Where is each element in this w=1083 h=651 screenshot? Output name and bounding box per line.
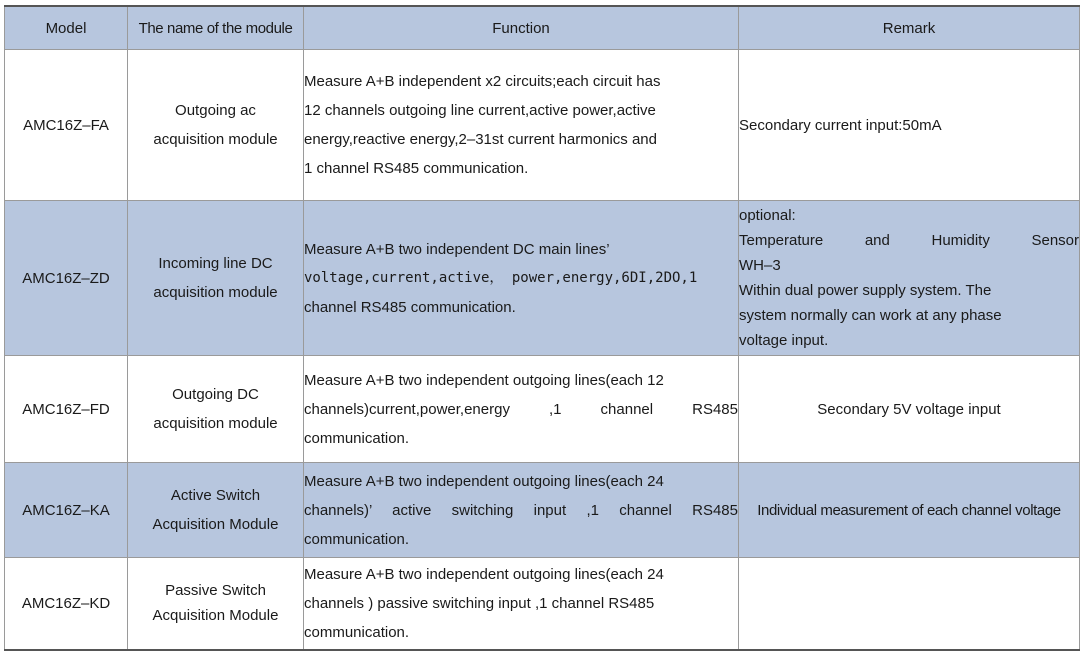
cell-model: AMC16Z–FA [5, 50, 128, 201]
module-name-line: Active Switch [170, 487, 261, 504]
function-line: energy,reactive energy,2–31st current harmonics and [304, 131, 657, 148]
remark-line: Within dual power supply system. The [739, 282, 992, 299]
cell-function [304, 463, 739, 558]
cell-remark [739, 356, 1080, 463]
function-line: voltage,current,active， power,energy,6DI,2DO,1 [304, 269, 698, 286]
function-line: 12 channels outgoing line current,active power,active [304, 102, 656, 119]
cell-module-name [128, 201, 304, 356]
module-name-line: acquisition module [153, 415, 278, 432]
cell-function [304, 356, 739, 463]
cell-model: AMC16Z–FD [5, 356, 128, 463]
function-line: channels ) passive switching input ,1 channel RS485 [304, 594, 655, 612]
module-name-line: acquisition module [153, 284, 278, 301]
function-line: Measure A+B two independent outgoing lines(each 12 [304, 371, 664, 389]
function-line: communication. [304, 530, 410, 548]
table-header-row [5, 6, 1080, 50]
cell-model: AMC16Z–KA [5, 463, 128, 558]
function-line: Measure A+B independent x2 circuits;each circuit has [304, 73, 661, 90]
header-module-name: The name of the module [128, 6, 304, 50]
cell-module-name [128, 558, 304, 650]
header-function: Function [304, 6, 739, 50]
remark-line: Secondary 5V voltage input [817, 400, 1001, 418]
cell-function [304, 201, 739, 356]
remark-line: WH–3 [739, 257, 781, 274]
module-spec-table [4, 5, 1080, 651]
remark-line: optional: [739, 207, 796, 224]
function-line: 1 channel RS485 communication. [304, 160, 529, 177]
module-name-line: Incoming line DC [158, 255, 273, 272]
header-remark: Remark [739, 6, 1080, 50]
function-line: channels)current,power,energy ,1 channel RS485 [304, 400, 738, 418]
function-line: Measure A+B two independent outgoing lines(each 24 [304, 472, 664, 490]
table-row [5, 463, 1080, 558]
function-line: communication. [304, 429, 410, 447]
cell-remark [739, 50, 1080, 201]
cell-function [304, 558, 739, 650]
module-name-line: Outgoing ac [175, 102, 256, 119]
remark-line: Temperature and Humidity Sensor [739, 232, 1079, 249]
module-name-line: acquisition module [153, 131, 278, 148]
function-line: Measure A+B two independent DC main lines’ [304, 240, 610, 258]
cell-remark [739, 463, 1080, 558]
function-line: channels)’ active switching input ,1 channel RS485 [304, 501, 738, 519]
module-name-line: Passive Switch [165, 582, 266, 600]
remark-line: voltage input. [739, 332, 829, 349]
cell-function [304, 50, 739, 201]
cell-model: AMC16Z–KD [5, 558, 128, 650]
cell-module-name [128, 356, 304, 463]
cell-module-name [128, 463, 304, 558]
function-line: channel RS485 communication. [304, 298, 516, 316]
table-row [5, 356, 1080, 463]
table-row [5, 201, 1080, 356]
header-model: Model [5, 6, 128, 50]
table-row [5, 50, 1080, 201]
module-name-line: Acquisition Module [152, 516, 279, 533]
function-line: Measure A+B two independent outgoing lines(each 24 [304, 565, 664, 583]
table-row [5, 558, 1080, 650]
remark-line: Secondary current input:50mA [739, 116, 942, 134]
function-line: communication. [304, 623, 410, 641]
cell-remark [739, 201, 1080, 356]
cell-remark [739, 558, 1080, 650]
module-name-line: Acquisition Module [152, 607, 279, 625]
remark-line: system normally can work at any phase [739, 307, 1002, 324]
cell-module-name [128, 50, 304, 201]
cell-model: AMC16Z–ZD [5, 201, 128, 356]
module-name-line: Outgoing DC [172, 386, 259, 403]
remark-line: Individual measurement of each channel voltage [757, 501, 1061, 519]
